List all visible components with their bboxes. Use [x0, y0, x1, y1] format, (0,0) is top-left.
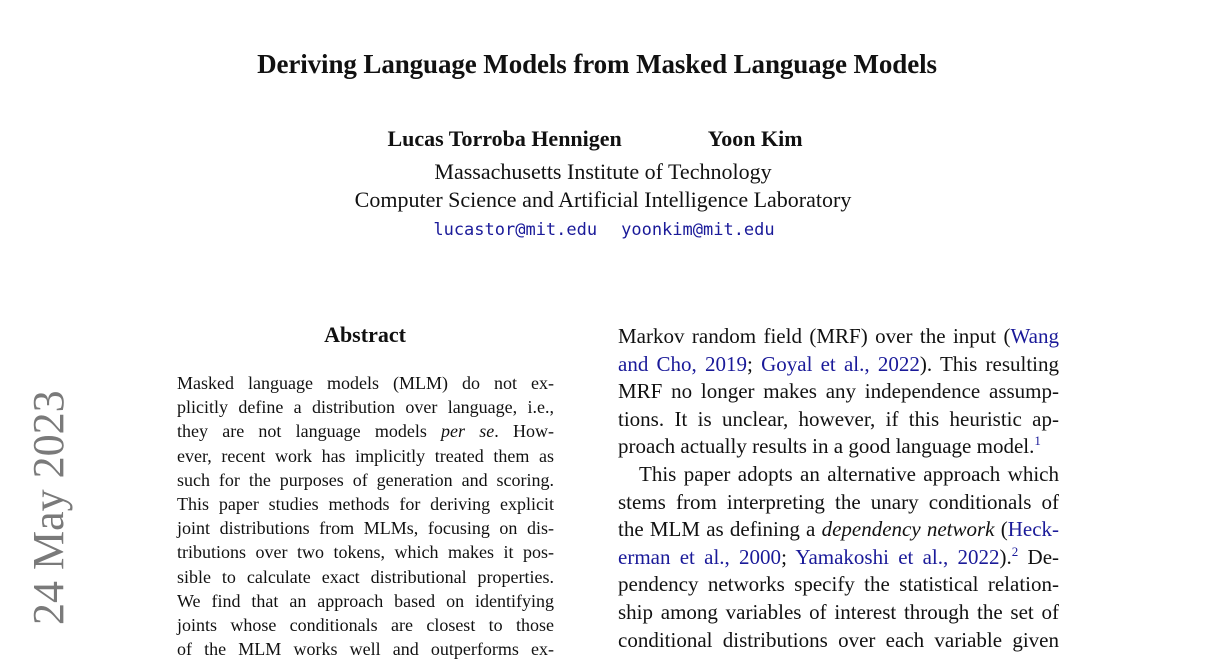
body-line: and Cho, 2019; Goyal et al., 2022). This resulting	[618, 351, 1059, 376]
abstract-line: plicitly define a distribution over language, i.e.,	[177, 397, 554, 418]
body-line: conditional distributions over each variable given	[618, 627, 1059, 652]
citation-link[interactable]: Heck-	[1007, 517, 1060, 542]
affiliation-institution: Massachusetts Institute of Technology	[434, 159, 772, 184]
footnote-marker[interactable]: 2	[1011, 543, 1019, 559]
abstract-heading: Abstract	[324, 322, 406, 347]
body-line: the MLM as defining a dependency network (Heck-	[618, 517, 1060, 542]
author-name: Yoon Kim	[707, 126, 803, 151]
email-link[interactable]: lucastor@mit.edu	[433, 220, 598, 240]
body-line: pendency networks specify the statistical relation-	[618, 572, 1059, 597]
abstract-line: sible to calculate exact distributional properties.	[177, 566, 554, 587]
author-name: Lucas Torroba Hennigen	[387, 126, 622, 151]
abstract-line: This paper studies methods for deriving explicit	[177, 494, 554, 515]
body-line: MRF no longer makes any independence assump-	[618, 379, 1059, 404]
author-list	[0, 124, 1190, 154]
body-line: tions. It is unclear, however, if this heuristic ap-	[618, 406, 1059, 431]
abstract-line: Masked language models (MLM) do not ex-	[177, 373, 554, 393]
body-line: Markov random field (MRF) over the input (Wang	[618, 324, 1059, 348]
citation-link[interactable]: Goyal et al., 2022	[761, 351, 920, 376]
arxiv-date-stamp: 24 May 2023	[24, 390, 73, 625]
body-line: proach actually results in a good language model.$^1$	[618, 433, 1041, 459]
abstract-line: they are not language models per se. How-	[177, 421, 554, 442]
abstract-line: joint distributions from MLMs, focusing on dis-	[177, 518, 554, 539]
abstract-line: such for the purposes of generation and scoring.	[177, 469, 554, 490]
abstract-line: ever, recent work has implicitly treated them as	[177, 445, 554, 466]
abstract-line: We find that an approach based on identifying	[177, 590, 554, 611]
citation-link[interactable]: and Cho, 2019	[618, 351, 748, 376]
abstract-text	[177, 371, 554, 661]
author-emails	[0, 217, 1208, 243]
body-line: erman et al., 2000; Yamakoshi et al., 2022).$^2$ De-	[618, 543, 1060, 569]
abstract-line: tributions over two tokens, which makes it pos-	[177, 542, 554, 563]
citation-link[interactable]: erman et al., 2000	[618, 544, 782, 569]
abstract-line: of the MLM works well and outperforms ex-	[177, 639, 554, 660]
emphasis-dependency-network: dependency network	[821, 517, 995, 542]
footnote-marker[interactable]: 1	[1034, 433, 1041, 449]
abstract-line: joints whose conditionals are closest to those	[177, 615, 554, 636]
emphasis-per-se: per se	[441, 421, 495, 442]
body-line: This paper adopts an alternative approach which	[639, 461, 1059, 486]
body-line: stems from interpreting the unary conditionals of	[618, 489, 1059, 514]
paper-title: Deriving Language Models from Masked Language Models	[257, 49, 937, 79]
email-link[interactable]: yoonkim@mit.edu	[621, 220, 775, 240]
citation-link[interactable]: Wang	[1010, 324, 1059, 348]
citation-link[interactable]: Yamakoshi et al., 2022	[795, 544, 1000, 569]
body-line: ship among variables of interest through the set of	[618, 599, 1059, 624]
body-text-column	[618, 323, 1059, 654]
affiliation-lab: Computer Science and Artificial Intelligence Laboratory	[354, 187, 852, 212]
